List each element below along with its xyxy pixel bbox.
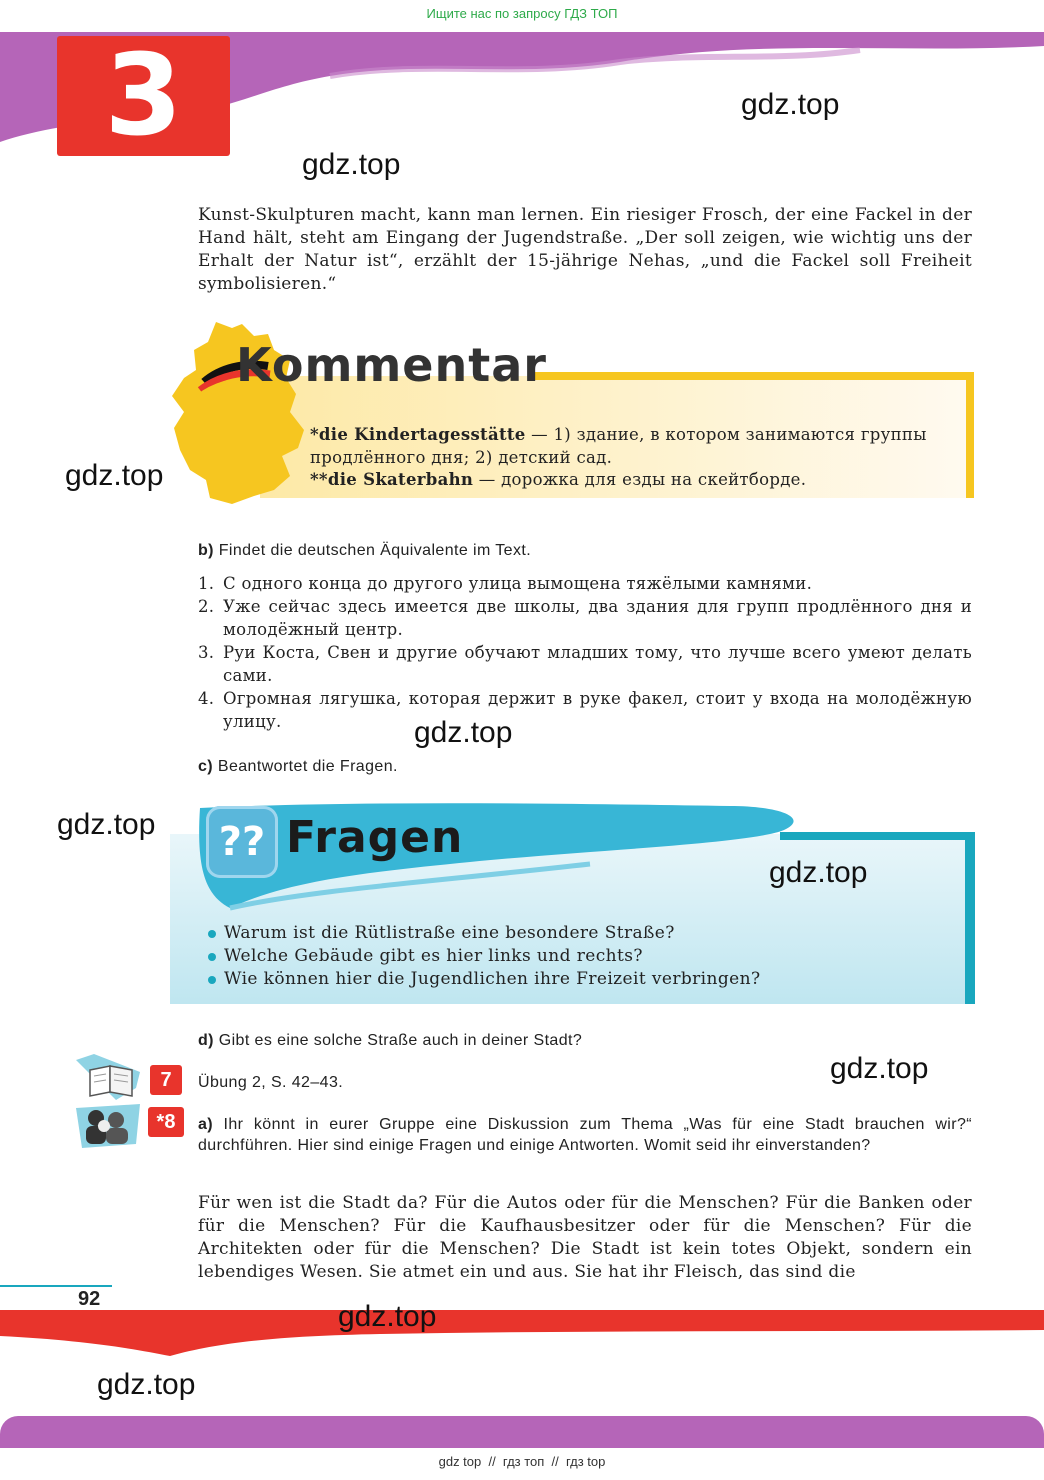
watermark: gdz.top xyxy=(65,459,164,492)
top-search-note: Ищите нас по запросу ГДЗ ТОП xyxy=(426,6,618,21)
kommentar-term-2: **die Skaterbahn xyxy=(310,470,474,489)
footer-red-band xyxy=(0,1306,1044,1366)
task-letter: b) xyxy=(198,542,214,559)
task-letter: c) xyxy=(198,758,214,775)
list-item xyxy=(206,922,946,945)
list-text: Руи Коста, Свен и другие обучают младших тому, что лучше всего умеют делать сами. xyxy=(223,643,972,685)
kommentar-term-1: *die Kindertagesstätte xyxy=(310,425,526,444)
watermark: gdz.top xyxy=(769,856,868,889)
watermark: gdz.top xyxy=(338,1300,437,1333)
watermark: gdz.top xyxy=(302,148,401,181)
task-text: Gibt es eine solche Straße auch in deiner Stadt? xyxy=(213,1032,583,1049)
bullet-icon xyxy=(208,976,216,984)
task-text: Beantwortet die Fragen. xyxy=(213,758,398,775)
list-item xyxy=(206,945,946,968)
question-text: Wie können hier die Jugendlichen ihre Freizeit verbringen? xyxy=(224,969,761,989)
list-text: Огромная лягушка, которая держит в руке факел, стоит у входа на молодёжную улицу. xyxy=(223,689,972,731)
watermark: gdz.top xyxy=(97,1368,196,1401)
list-number: 3. xyxy=(198,643,215,662)
list-item xyxy=(198,687,972,733)
task-letter: a) xyxy=(198,1116,214,1133)
list-number: 2. xyxy=(198,597,215,616)
intro-paragraph: Kunst-Skulpturen macht, kann man lernen. Ein riesiger Frosch, der eine Fackel in der Hand hält, steht am Eingang der Jugendstraße. „Der soll zeigen, wie wichtig uns der Erhalt der Natur ist“, erzählt der 15-jährige Nehas, „und die Fackel soll Freiheit symbolisieren.“ xyxy=(198,205,972,294)
footer-links: gdz top // гдз топ // гдз top xyxy=(438,1454,606,1469)
chapter-number: 3 xyxy=(57,36,230,156)
list-item xyxy=(206,968,946,991)
watermark: gdz.top xyxy=(57,808,156,841)
translation-list xyxy=(198,572,972,733)
exercise-8-text xyxy=(198,1114,972,1156)
list-item xyxy=(198,641,972,687)
list-text: Уже сейчас здесь имеется две школы, два здания для групп продлённого дня и молодёжный центр. xyxy=(223,597,972,639)
group-people-icon xyxy=(76,1104,140,1148)
question-text: Warum ist die Rütlistraße eine besondere Straße? xyxy=(224,923,675,943)
kommentar-title: Kommentar xyxy=(236,338,547,392)
list-item xyxy=(198,595,972,641)
question-text: Welche Gebäude gibt es hier links und rechts? xyxy=(224,946,643,966)
watermark: gdz.top xyxy=(741,88,840,121)
task-c xyxy=(198,756,398,777)
fragen-questions xyxy=(206,922,946,991)
kommentar-def-1: — 1) здание, в котором занимаются группы продлённого дня; 2) детский сад. xyxy=(310,425,927,467)
list-item xyxy=(198,572,972,595)
exercise-7-text: Übung 2, S. 42–43. xyxy=(198,1074,344,1091)
page-number: 92 xyxy=(78,1288,101,1310)
watermark: gdz.top xyxy=(830,1052,929,1085)
task-letter: d) xyxy=(198,1032,214,1049)
task-d xyxy=(198,1030,582,1051)
task-text: Findet die deutschen Äquivalente im Text. xyxy=(213,542,532,559)
page-number-rule xyxy=(0,1285,112,1287)
watermark: gdz.top xyxy=(414,716,513,749)
exercise-7-badge: 7 xyxy=(150,1065,182,1095)
kommentar-text xyxy=(310,424,960,492)
list-number: 4. xyxy=(198,689,215,708)
bullet-icon xyxy=(208,953,216,961)
list-text: С одного конца до другого улица вымощена тяжёлыми камнями. xyxy=(223,574,813,593)
exercise-8-badge: *8 xyxy=(148,1107,184,1137)
fragen-title: Fragen xyxy=(286,812,464,863)
book-icon xyxy=(76,1054,140,1100)
bullet-icon xyxy=(208,930,216,938)
question-marks-icon: ?? xyxy=(206,806,278,878)
task-b xyxy=(198,540,531,561)
closing-paragraph: Für wen ist die Stadt da? Für die Autos oder für die Menschen? Für die Banken oder für die Menschen? Für die Kaufhausbesitzer oder für die Menschen? Für die Architekten oder für die Menschen? Die Stadt ist kein totes Objekt, sondern ein lebendiges Wesen. Sie atmet ein und aus. Sie hat ihr Fleisch, das sind die xyxy=(198,1193,972,1282)
kommentar-def-2: — дорожка для езды на скейтборде. xyxy=(473,470,807,489)
list-number: 1. xyxy=(198,574,215,593)
task-text: Ihr könnt in eurer Gruppe eine Diskussion zum Thema „Was für eine Stadt brauchen wir?“ durchführen. Hier sind einige Fragen und einige Antworten. Womit seid ihr einverstanden? xyxy=(198,1116,972,1154)
bottom-purple-band xyxy=(0,1416,1044,1448)
